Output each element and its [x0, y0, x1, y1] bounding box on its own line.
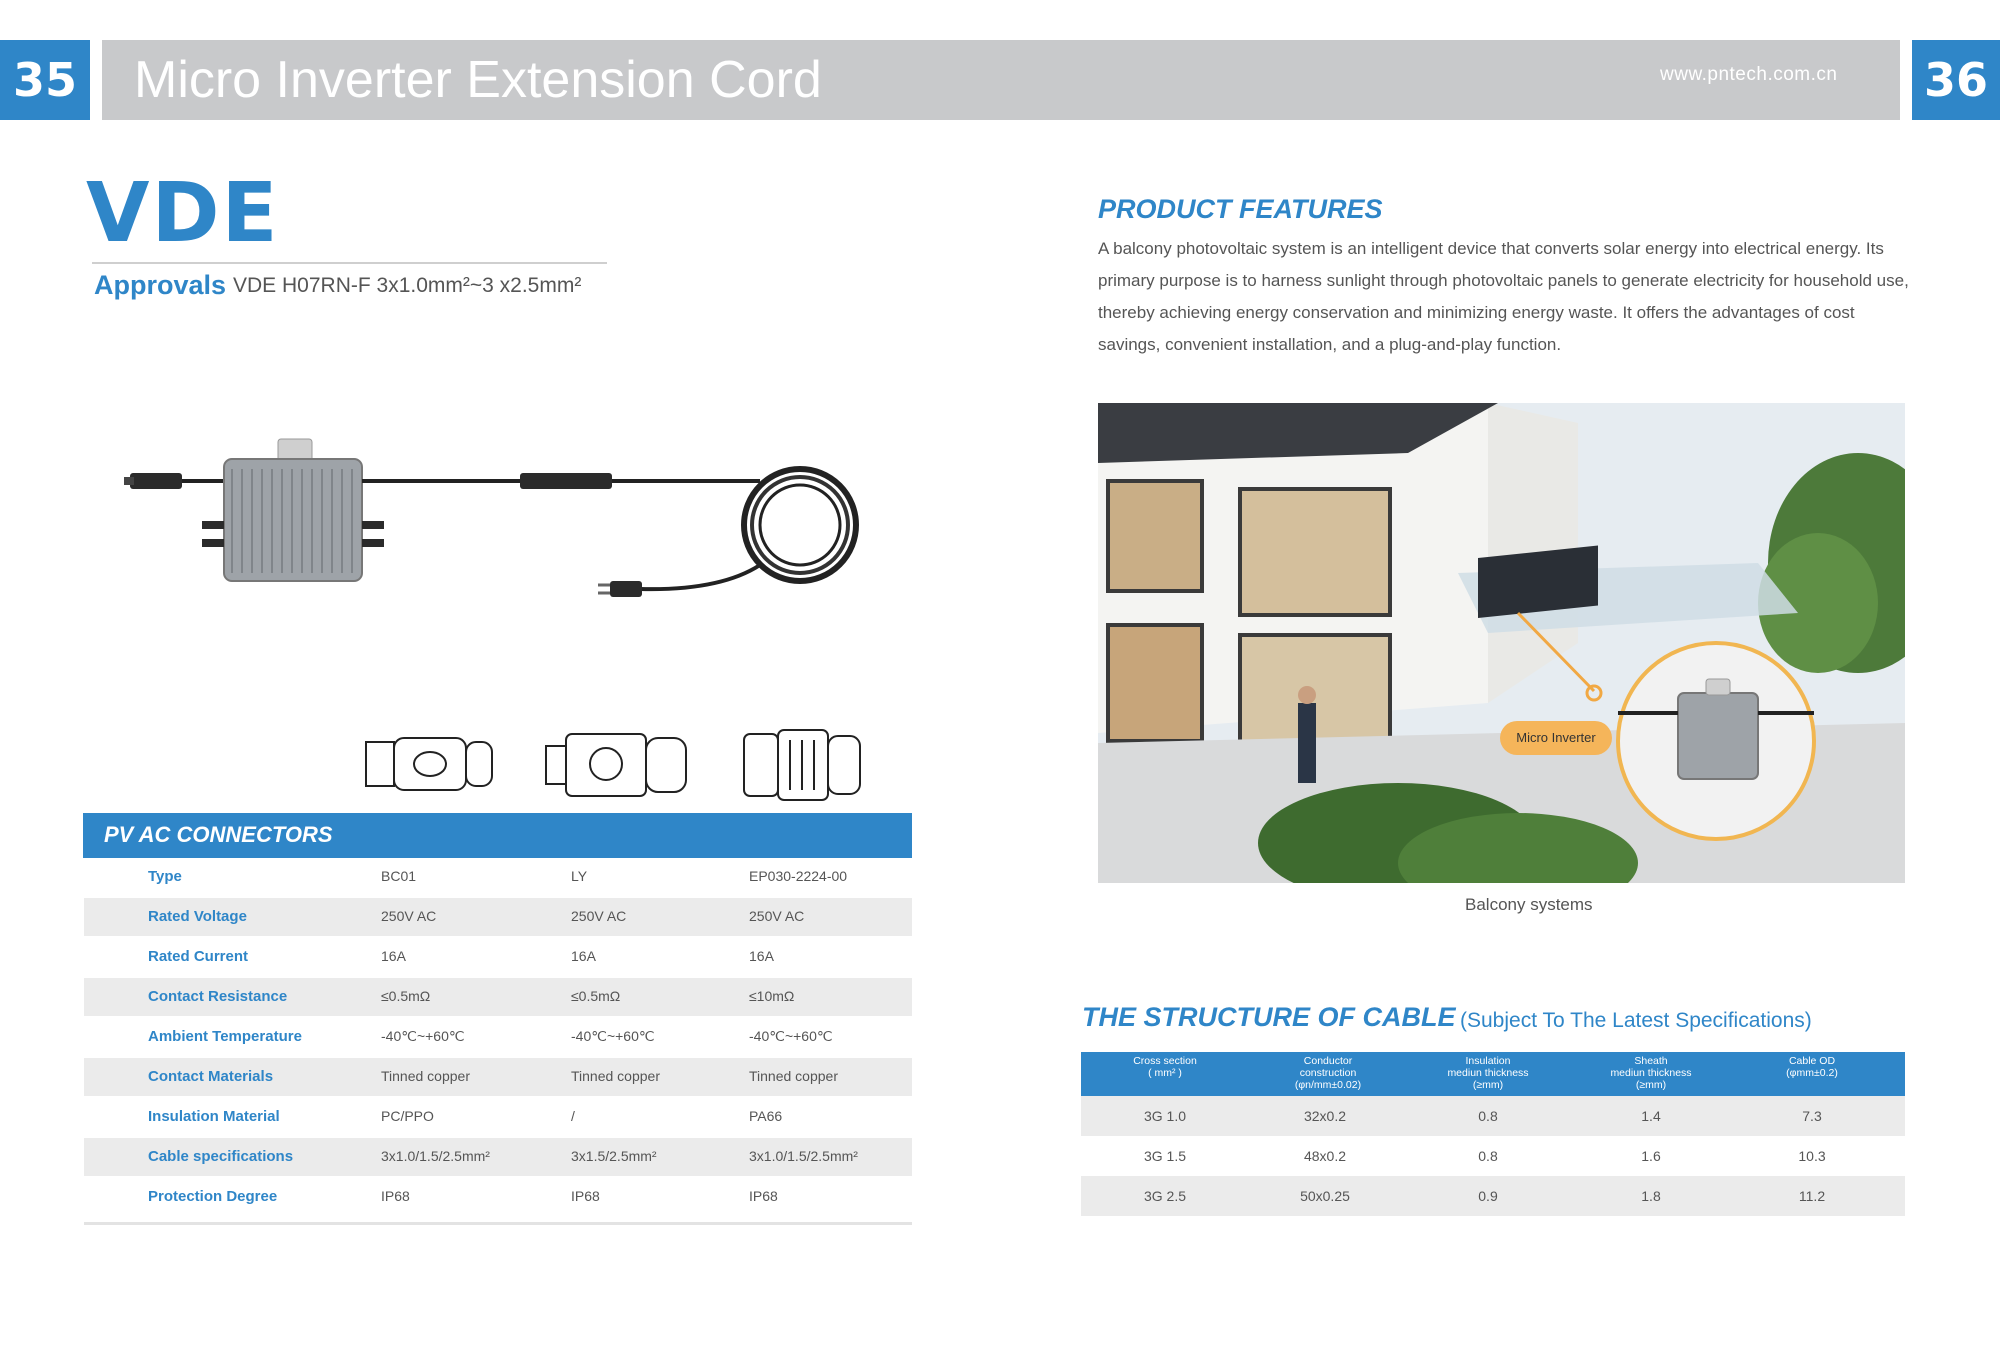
vde-brand: VDE: [86, 166, 280, 261]
column-header: [1591, 1055, 1711, 1091]
structure-subtitle: (Subject To The Latest Specifications): [1460, 1009, 1812, 1032]
table-cell: ≤0.5mΩ: [571, 988, 621, 1004]
column-header: [1428, 1055, 1548, 1091]
page-number-left: [0, 40, 90, 120]
table-cell: 11.2: [1798, 1188, 1826, 1204]
table-row: [84, 1178, 912, 1216]
table-row: [84, 1058, 912, 1096]
extension-cord-illustration: [120, 425, 880, 605]
row-label: Rated Voltage: [148, 908, 247, 925]
table-cell: 3x1.0/1.5/2.5mm²: [381, 1148, 490, 1164]
column-header-line: Insulation: [1465, 1055, 1511, 1067]
column-header-line: Cable OD: [1788, 1055, 1836, 1067]
balcony-photo: [1098, 403, 1905, 883]
pv-ac-title: PV AC CONNECTORS: [104, 822, 333, 847]
table-cell: -40℃~+60℃: [381, 1028, 465, 1044]
table-cell: PC/PPO: [381, 1108, 434, 1124]
table-cell: 250V AC: [749, 908, 805, 924]
table-cell: 0.9: [1478, 1188, 1498, 1204]
column-header-line: Sheath: [1634, 1055, 1668, 1067]
features-title: PRODUCT FEATURES: [1098, 194, 1383, 224]
table-cell: 16A: [749, 948, 774, 964]
column-header: [1268, 1055, 1388, 1091]
photo-caption: Balcony systems: [1465, 895, 1593, 914]
row-label: Contact Resistance: [148, 988, 288, 1005]
table-cell: EP030-2224-00: [749, 868, 848, 884]
row-label: Cable specifications: [148, 1148, 294, 1165]
table-cell: 3x1.5/2.5mm²: [571, 1148, 657, 1164]
table-cell: 48x0.2: [1303, 1148, 1347, 1164]
table-row: [1081, 1176, 1905, 1216]
table-row: [1081, 1096, 1905, 1136]
column-header-line: mediun thickness: [1447, 1067, 1529, 1079]
table-row: [84, 858, 912, 896]
table-row: [84, 1138, 912, 1176]
page-number-right: [1912, 40, 2000, 120]
table-row: [84, 1098, 912, 1136]
features-text: A balcony photovoltaic system is an intelligent device that converts solar energy into electrical energy. Its primary purpose is to harness sunlight through photovoltaic panels to generate electricity for household use, thereby achieving energy conservation and minimizing energy waste. It offers the advantages of cost savings, convenient installation, and a plug-and-play function.: [1098, 239, 1909, 354]
column-header-line: ( mm² ): [1148, 1067, 1182, 1079]
page-title: Micro Inverter Extension Cord: [134, 51, 822, 109]
table-row: [84, 898, 912, 936]
page-number-right-text: 36: [1923, 53, 1988, 107]
website-url: www.pntech.com.cn: [1660, 64, 1838, 85]
column-header: [1105, 1055, 1225, 1079]
column-header-line: mediun thickness: [1610, 1067, 1692, 1079]
table-cell: 0.8: [1478, 1148, 1498, 1164]
table-cell: PA66: [749, 1108, 783, 1124]
table-cell: 3G 2.5: [1143, 1188, 1187, 1204]
column-header-line: (≥mm): [1472, 1079, 1504, 1091]
table-cell: 16A: [571, 948, 596, 964]
column-header-line: (φmm±0.2): [1786, 1067, 1838, 1079]
table-cell: 250V AC: [381, 908, 437, 924]
table-bottom-rule: [84, 1222, 912, 1225]
table-cell: Tinned copper: [749, 1068, 838, 1084]
table-row: [84, 1018, 912, 1056]
table-cell: 7.3: [1802, 1108, 1822, 1124]
column-header-line: Cross section: [1133, 1055, 1197, 1067]
table-cell: 32x0.2: [1303, 1108, 1347, 1124]
table-cell: IP68: [571, 1188, 600, 1204]
column-header-line: (≥mm): [1635, 1079, 1667, 1091]
table-cell: LY: [571, 868, 588, 884]
row-label: Contact Materials: [148, 1068, 274, 1085]
column-header: [1752, 1055, 1872, 1079]
row-label: Rated Current: [148, 948, 249, 965]
table-cell: Tinned copper: [381, 1068, 470, 1084]
table-cell: IP68: [749, 1188, 778, 1204]
table-cell: /: [571, 1108, 575, 1124]
table-cell: 3G 1.0: [1143, 1108, 1187, 1124]
row-label: Insulation Material: [148, 1108, 280, 1125]
table-cell: BC01: [381, 868, 417, 884]
row-label: Type: [148, 868, 182, 885]
micro-inverter-badge: Micro Inverter: [1516, 730, 1596, 745]
table-cell: ≤10mΩ: [749, 988, 795, 1004]
table-cell: 10.3: [1798, 1148, 1826, 1164]
column-header-line: construction: [1299, 1067, 1357, 1079]
table-row: [1081, 1136, 1905, 1176]
table-cell: -40℃~+60℃: [749, 1028, 833, 1044]
structure-title: THE STRUCTURE OF CABLE: [1082, 1002, 1456, 1032]
table-cell: 3x1.0/1.5/2.5mm²: [749, 1148, 858, 1164]
table-cell: Tinned copper: [571, 1068, 660, 1084]
table-cell: 50x0.25: [1300, 1188, 1350, 1204]
table-cell: 0.8: [1478, 1108, 1498, 1124]
approvals-label: Approvals: [94, 270, 227, 300]
divider: [92, 262, 607, 264]
approvals-value: VDE H07RN-F 3x1.0mm²~3 x2.5mm²: [233, 274, 582, 297]
table-row: [84, 978, 912, 1016]
table-cell: 250V AC: [571, 908, 627, 924]
table-cell: ≤0.5mΩ: [381, 988, 431, 1004]
table-cell: 1.4: [1641, 1108, 1661, 1124]
table-cell: 1.8: [1641, 1188, 1661, 1204]
table-cell: 3G 1.5: [1143, 1148, 1187, 1164]
table-row: [84, 938, 912, 976]
page-number-left-text: 35: [12, 53, 77, 107]
column-header-line: Conductor: [1303, 1055, 1353, 1067]
connector-drawings: [360, 720, 880, 810]
row-label: Protection Degree: [148, 1188, 278, 1205]
table-cell: -40℃~+60℃: [571, 1028, 655, 1044]
table-cell: 16A: [381, 948, 406, 964]
table-cell: IP68: [381, 1188, 410, 1204]
table-cell: 1.6: [1641, 1148, 1661, 1164]
house-scene: [1098, 403, 1905, 883]
row-label: Ambient Temperature: [148, 1028, 302, 1045]
column-header-line: (φn/mm±0.02): [1294, 1079, 1362, 1091]
